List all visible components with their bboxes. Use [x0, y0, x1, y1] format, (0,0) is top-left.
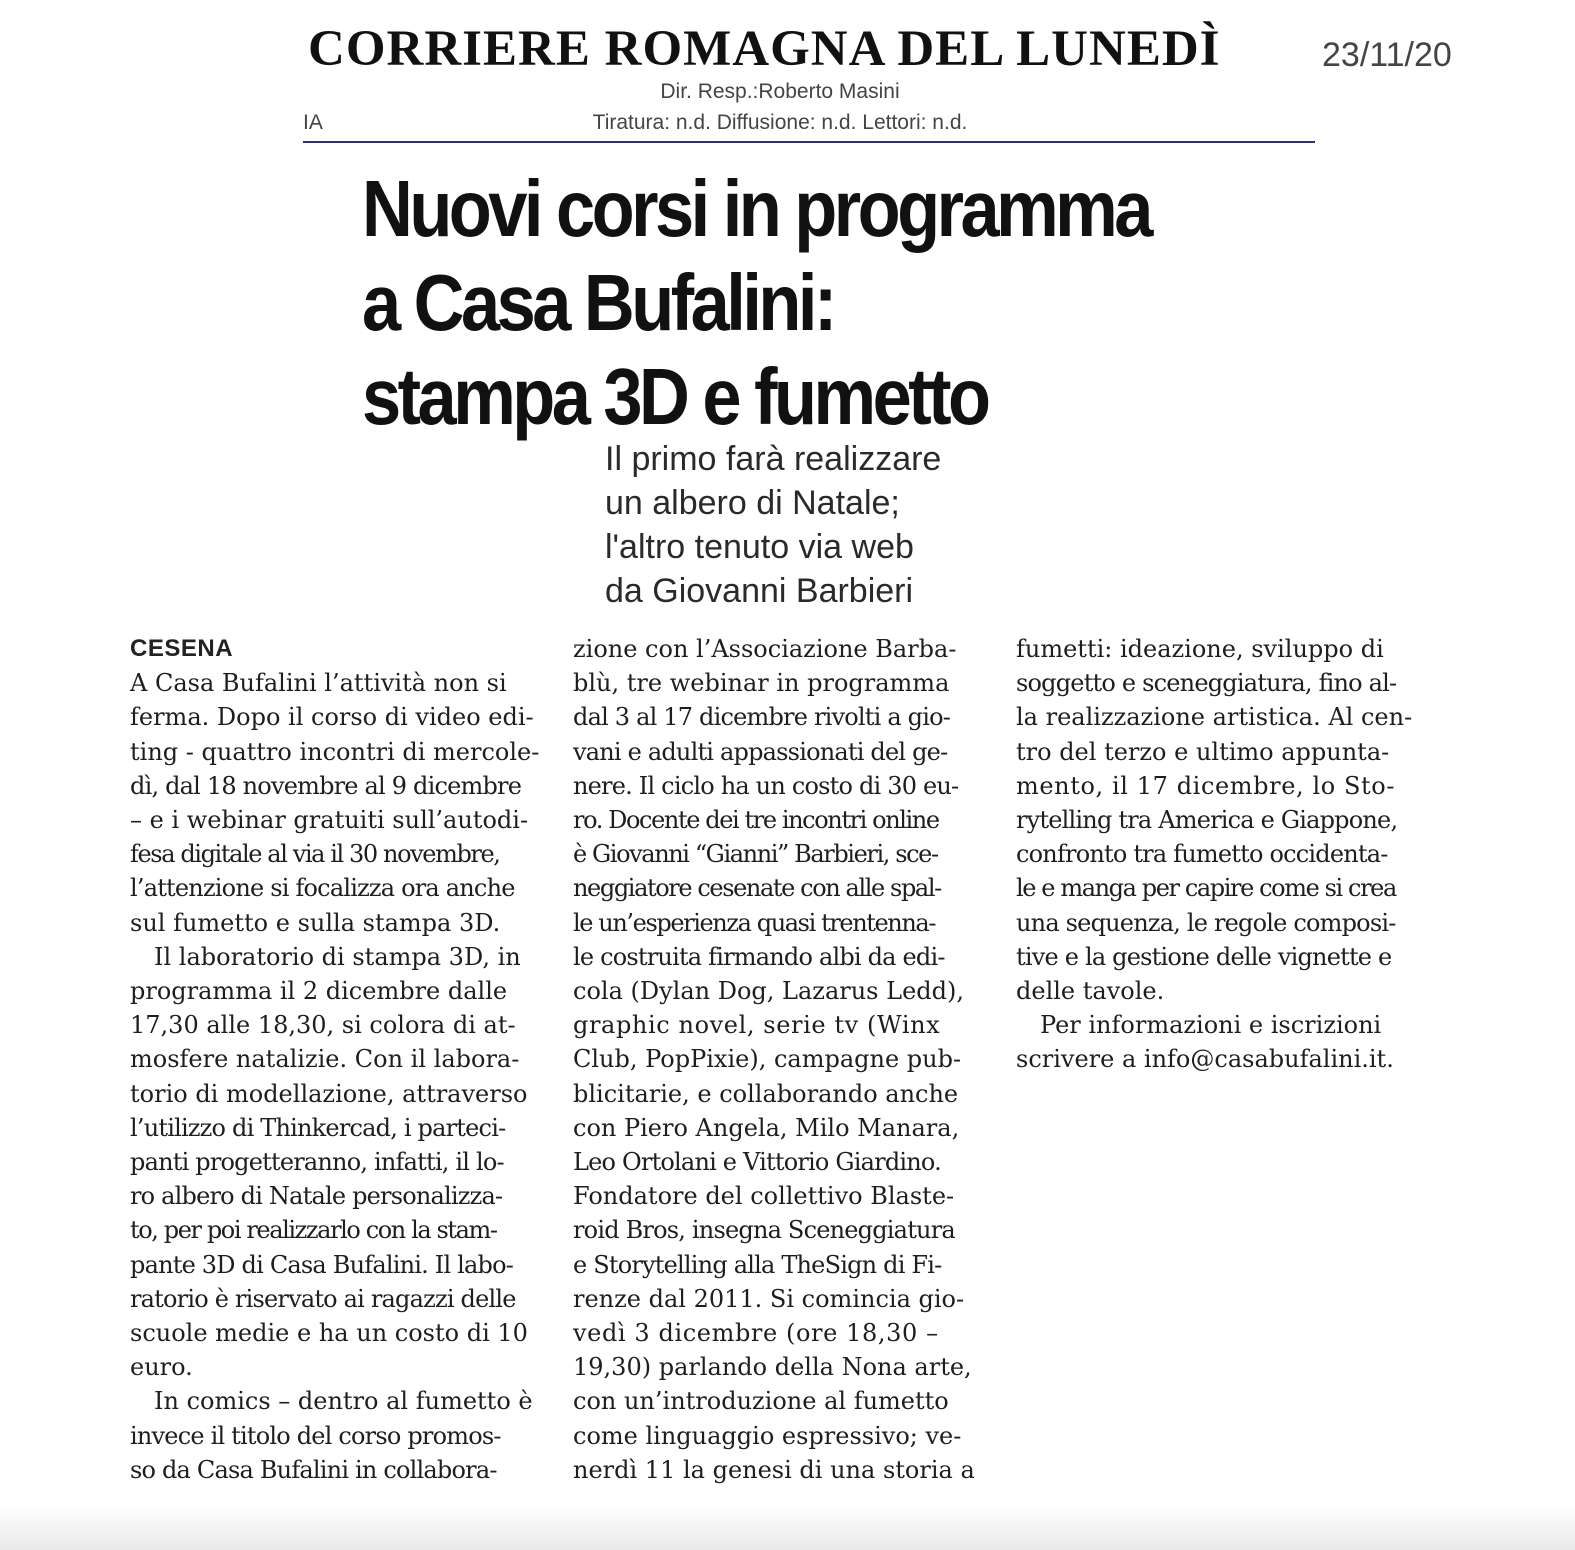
text-line: l’attenzione si focalizza ora anche: [130, 874, 515, 903]
text-line: panti progetteranno, infatti, il lo-: [130, 1148, 504, 1177]
text-line: l’utilizzo di Thinkercad, i parteci-: [130, 1113, 506, 1142]
page-bottom-edge: [0, 1505, 1575, 1550]
text-line: ro albero di Natale personalizza-: [130, 1182, 503, 1211]
text-line: scuole medie e ha un costo di 10: [130, 1319, 528, 1348]
text-line: 17,30 alle 18,30, si colora di at-: [130, 1011, 516, 1040]
header-divider: [303, 141, 1315, 143]
newspaper-masthead: CORRIERE ROMAGNA DEL LUNEDÌ: [308, 21, 1221, 77]
text-line: vedì 3 dicembre (ore 18,30 –: [573, 1319, 939, 1348]
text-line: la realizzazione artistica. Al cen-: [1016, 703, 1413, 732]
subheadline-line: l'altro tenuto via web: [605, 528, 914, 566]
text-line: so da Casa Bufalini in collabora-: [130, 1455, 497, 1484]
director-line: Dir. Resp.:Roberto Masini: [660, 80, 900, 103]
text-line: sul fumetto e sulla stampa 3D.: [130, 908, 501, 937]
section-fragment: IA: [303, 111, 323, 134]
text-line: e Storytelling alla TheSign di Fi-: [573, 1250, 942, 1279]
text-line: confronto tra fumetto occidenta-: [1016, 840, 1388, 869]
text-line: con un’introduzione al fumetto: [573, 1387, 949, 1416]
subheadline-line: da Giovanni Barbieri: [605, 572, 914, 610]
text-line: A Casa Bufalini l’attività non si: [130, 669, 507, 698]
publication-date: 23/11/20: [1322, 36, 1452, 74]
text-line: ratorio è riservato ai ragazzi delle: [130, 1284, 516, 1313]
text-line: nere. Il ciclo ha un costo di 30 eu-: [573, 771, 959, 800]
text-line: tro del terzo e ultimo appunta-: [1016, 737, 1390, 766]
headline-line: stampa 3D e fumetto: [362, 352, 988, 441]
text-line: è Giovanni “Gianni” Barbieri, sce-: [573, 840, 938, 869]
text-line: ting - quattro incontri di mercole-: [130, 737, 540, 766]
text-line: invece il titolo del corso promos-: [130, 1421, 501, 1450]
text-line: to, per poi realizzarlo con la stam-: [130, 1216, 497, 1245]
text-line: Club, PopPixie), campagne pub-: [573, 1045, 962, 1074]
text-line: Leo Ortolani e Vittorio Giardino.: [573, 1148, 941, 1177]
text-line: ferma. Dopo il corso di video edi-: [130, 703, 534, 732]
text-line: cola (Dylan Dog, Lazarus Ledd),: [573, 977, 964, 1006]
circulation-line: Tiratura: n.d. Diffusione: n.d. Lettori: n.d.: [592, 111, 968, 134]
text-line: neggiatore cesenate con alle spal-: [573, 874, 941, 903]
article-headline: [362, 162, 1262, 444]
text-line: 19,30) parlando della Nona arte,: [573, 1353, 972, 1382]
article-column-3: [1016, 632, 1421, 1077]
text-line: mento, il 17 dicembre, lo Sto-: [1016, 771, 1396, 800]
text-line: programma il 2 dicembre dalle: [130, 977, 508, 1006]
text-line: Per informazioni e iscrizioni: [1040, 1011, 1382, 1040]
text-line: roid Bros, insegna Sceneggiatura: [573, 1216, 955, 1245]
text-line: ro. Docente dei tre incontri online: [573, 806, 939, 835]
text-line: scrivere a info@casabufalini.it.: [1016, 1045, 1394, 1074]
text-line: soggetto e sceneggiatura, fino al-: [1016, 669, 1397, 698]
text-line: delle tavole.: [1016, 977, 1165, 1006]
text-line: zione con l’Associazione Barba-: [573, 635, 957, 663]
text-line: Il laboratorio di stampa 3D, in: [154, 942, 521, 971]
text-line: nerdì 11 la genesi di una storia a: [573, 1455, 975, 1484]
text-line: le e manga per capire come si crea: [1016, 874, 1396, 903]
text-line: dal 3 al 17 dicembre rivolti a gio-: [573, 703, 951, 732]
text-line: una sequenza, le regole composi-: [1016, 908, 1396, 937]
text-line: – e i webinar gratuiti sull’autodi-: [130, 806, 529, 835]
text-line: con Piero Angela, Milo Manara,: [573, 1113, 960, 1142]
headline-line: Nuovi corsi in programma: [362, 164, 1150, 253]
text-line: graphic novel, serie tv (Winx: [573, 1011, 941, 1040]
text-line: le costruita firmando albi da edi-: [573, 942, 945, 971]
text-line: tive e la gestione delle vignette e: [1016, 942, 1392, 971]
article-column-1: [130, 632, 540, 1487]
text-line: renze dal 2011. Si comincia gio-: [573, 1284, 965, 1313]
text-line: fumetti: ideazione, sviluppo di: [1016, 635, 1384, 663]
text-line: torio di modellazione, attraverso: [130, 1079, 528, 1108]
text-line: fesa digitale al via il 30 novembre,: [130, 840, 500, 869]
text-line: In comics – dentro al fumetto è: [154, 1387, 533, 1416]
text-line: rytelling tra America e Giappone,: [1016, 806, 1398, 835]
text-line: euro.: [130, 1353, 193, 1382]
subheadline-line: Il primo farà realizzare: [605, 440, 942, 478]
subheadline-line: un albero di Natale;: [605, 484, 900, 522]
headline-line: a Casa Bufalini:: [362, 258, 834, 347]
text-line: blù, tre webinar in programma: [573, 669, 950, 698]
text-line: le un’esperienza quasi trentenna-: [573, 908, 936, 937]
text-line: come linguaggio espressivo; ve-: [573, 1421, 962, 1450]
text-line: blicitarie, e collaborando anche: [573, 1079, 959, 1108]
text-line: dì, dal 18 novembre al 9 dicembre: [130, 771, 522, 800]
text-line: Fondatore del collettivo Blaste-: [573, 1182, 955, 1211]
article-dateline: CESENA: [130, 635, 234, 662]
text-line: pante 3D di Casa Bufalini. Il labo-: [130, 1250, 514, 1279]
article-subheadline: [605, 437, 1025, 613]
article-column-2: [573, 632, 978, 1487]
text-line: mosfere natalizie. Con il labora-: [130, 1045, 520, 1074]
text-line: vani e adulti appassionati del ge-: [573, 737, 948, 766]
